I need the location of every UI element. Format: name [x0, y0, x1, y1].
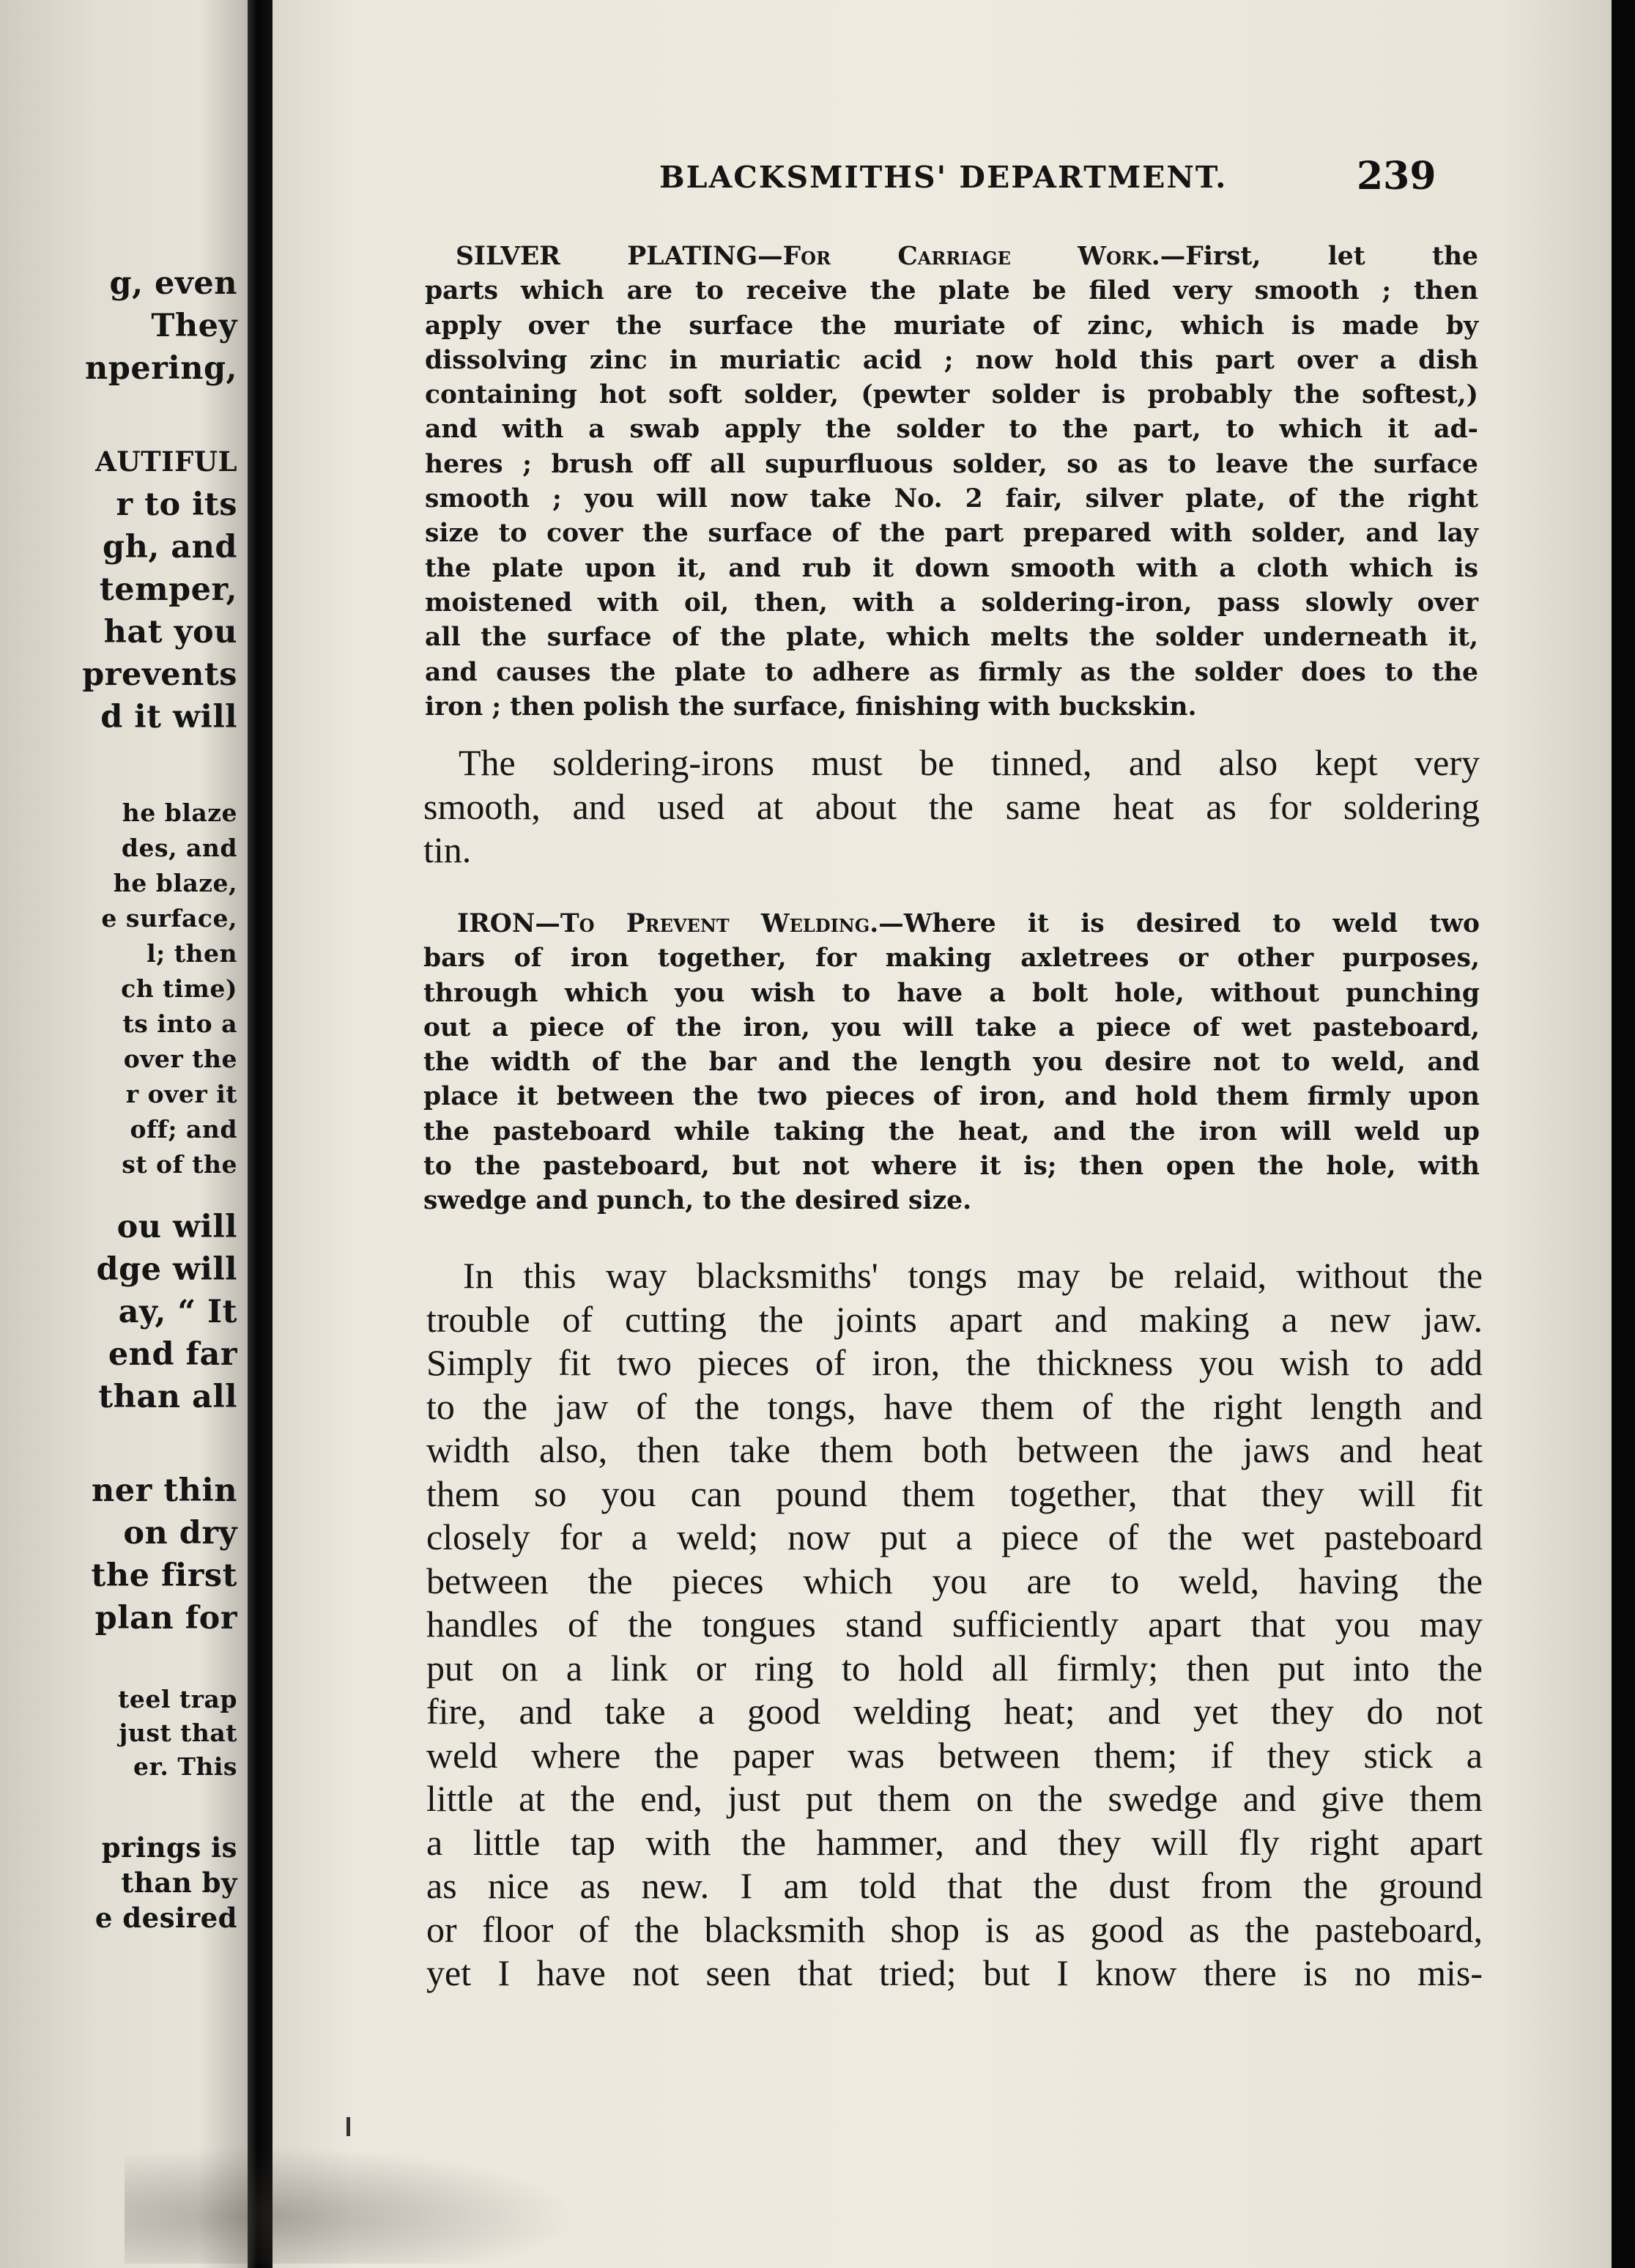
- left-page-fragment: temper,: [99, 571, 237, 608]
- left-page-fragment: npering,: [85, 350, 237, 387]
- paragraph-line: closely for a weld; now put a piece of the wet pasteboard: [426, 1516, 1483, 1557]
- running-head: BLACKSMITHS' DEPARTMENT.: [659, 160, 1228, 195]
- left-page-fragment: just that: [119, 1719, 237, 1747]
- paragraph-line: apply over the surface the muriate of zinc, which is made by: [425, 311, 1478, 341]
- left-page-fragment: e desired: [94, 1902, 237, 1934]
- paragraph-line: tin.: [423, 829, 472, 870]
- left-page-edge: [0, 0, 248, 2268]
- paragraph-line: parts which are to receive the plate be filed very smooth ; then: [425, 276, 1478, 306]
- paragraph-line: through which you wish to have a bolt hole, without punching: [423, 978, 1480, 1008]
- paragraph-line: and with a swab apply the solder to the part, to which it ad-: [425, 415, 1478, 445]
- paragraph-line: to the pasteboard, but not where it is; then open the hole, with: [423, 1152, 1480, 1182]
- left-page-fragment: prevents: [82, 656, 237, 693]
- paragraph-line: The soldering-irons must be tinned, and also kept very: [459, 742, 1480, 783]
- paragraph-line: a little tap with the hammer, and they will fly right apart: [426, 1821, 1483, 1863]
- paragraph-line: yet I have not seen that tried; but I know there is no mis-: [426, 1952, 1483, 1993]
- left-page-fragment: end far: [108, 1336, 237, 1373]
- scan-right-edge: [1612, 0, 1635, 2268]
- paragraph-line: out a piece of the iron, you will take a piece of wet pasteboard,: [423, 1012, 1480, 1042]
- paragraph-tongs: [426, 1254, 1483, 1995]
- left-page-fragment: ou will: [116, 1209, 237, 1245]
- paragraph-silver-plating: [425, 240, 1478, 724]
- paragraph-line: SILVER PLATING—For Carriage Work.—First, let the: [456, 242, 1478, 271]
- paragraph-line: place it between the two pieces of iron, and hold them firmly upon: [423, 1082, 1480, 1112]
- left-page-fragment: over the: [123, 1045, 237, 1073]
- paragraph-line: between the pieces which you are to weld, having the: [426, 1560, 1483, 1601]
- left-page-fragment: ts into a: [122, 1009, 237, 1038]
- left-page-fragment: the first: [91, 1557, 237, 1594]
- line-text: —Where it is desired to weld two: [878, 909, 1480, 938]
- left-page-fragment: ner thin: [92, 1472, 237, 1509]
- left-page-fragment: st of the: [122, 1150, 237, 1179]
- paragraph-line: the width of the bar and the length you desire not to weld, and: [423, 1048, 1480, 1078]
- left-page-fragment: r over it: [125, 1080, 237, 1108]
- section-subheading: For Carriage Work.: [782, 242, 1160, 271]
- left-page-fragment: r to its: [116, 486, 237, 523]
- paragraph-line: bars of iron together, for making axletrees or other purposes,: [423, 944, 1480, 974]
- left-page-fragment: on dry: [123, 1515, 237, 1552]
- main-page: [272, 0, 1612, 2268]
- paragraph-line: In this way blacksmiths' tongs may be relaid, without the: [463, 1255, 1483, 1296]
- scan-smudge: [125, 2146, 579, 2264]
- paragraph-line: handles of the tongues stand sufficiently apart that you may: [426, 1604, 1483, 1645]
- paragraph-soldering-irons: [423, 741, 1480, 872]
- left-page-fragment: he blaze: [122, 798, 237, 827]
- paragraph-line: size to cover the surface of the part prepared with solder, and lay: [425, 519, 1478, 549]
- paragraph-line: width also, then take them both between the jaws and heat: [426, 1429, 1483, 1470]
- paragraph-line: iron ; then polish the surface, finishing with buckskin.: [425, 692, 1197, 722]
- paragraph-line: IRON—To Prevent Welding.—Where it is desired to weld two: [457, 909, 1480, 938]
- left-page-fragment: teel trap: [118, 1685, 237, 1713]
- page-number: 239: [1357, 154, 1436, 199]
- left-page-fragment: hat you: [103, 614, 237, 651]
- left-page-fragment: They: [151, 308, 237, 344]
- left-page-fragment: d it will: [100, 699, 237, 735]
- paragraph-line: swedge and punch, to the desired size.: [423, 1186, 972, 1216]
- page-header: [272, 154, 1612, 204]
- paragraph-line: the plate upon it, and rub it down smooth with a cloth which is: [425, 553, 1478, 583]
- paragraph-line: as nice as new. I am told that the dust from the ground: [426, 1865, 1483, 1906]
- left-page-fragment: ch time): [121, 974, 237, 1003]
- paragraph-line: them so you can pound them together, that they will fit: [426, 1472, 1483, 1514]
- paragraph-line: Simply fit two pieces of iron, the thickness you wish to add: [426, 1342, 1483, 1383]
- left-page-fragment: des, and: [121, 834, 237, 862]
- paragraph-line: smooth ; you will now take No. 2 fair, silver plate, of the right: [425, 484, 1478, 514]
- left-page-fragment: er. This: [133, 1752, 237, 1781]
- stray-ink-mark: [346, 2117, 350, 2136]
- left-page-fragment: ay, “ It: [118, 1294, 237, 1330]
- left-page-fragment: he blaze,: [113, 869, 237, 897]
- book-gutter: [248, 0, 272, 2268]
- paragraph-line: or floor of the blacksmith shop is as good as the pasteboard,: [426, 1908, 1483, 1950]
- left-page-fragment: than all: [98, 1379, 237, 1415]
- paragraph-line: dissolving zinc in muriatic acid ; now hold this part over a dish: [425, 345, 1478, 375]
- paragraph-line: heres ; brush off all supurfluous solder, so as to leave the surface: [425, 449, 1478, 479]
- left-page-fragment: plan for: [94, 1600, 237, 1637]
- paragraph-line: containing hot soft solder, (pewter solder is probably the softest,): [425, 380, 1478, 410]
- left-page-fragment: dge will: [96, 1251, 237, 1288]
- paragraph-line: little at the end, just put them on the swedge and give them: [426, 1778, 1483, 1819]
- left-page-fragment: AUTIFUL: [95, 445, 237, 478]
- left-page-fragment: than by: [121, 1867, 237, 1899]
- paragraph-line: to the jaw of the tongs, have them of the right length and: [426, 1385, 1483, 1427]
- paragraph-line: all the surface of the plate, which melts the solder underneath it,: [425, 623, 1478, 653]
- paragraph-line: smooth, and used at about the same heat as for soldering: [423, 785, 1480, 827]
- section-subheading: To Prevent Welding.: [560, 909, 879, 938]
- paragraph-line: and causes the plate to adhere as firmly as the solder does to the: [425, 657, 1478, 687]
- left-page-fragment: prings is: [101, 1831, 237, 1864]
- paragraph-line: fire, and take a good welding heat; and yet they do not: [426, 1691, 1483, 1732]
- left-page-fragment: l; then: [147, 939, 237, 968]
- left-page-fragment: e surface,: [101, 904, 237, 933]
- paragraph-line: trouble of cutting the joints apart and making a new jaw.: [426, 1298, 1483, 1340]
- line-text: —First, let the: [1160, 242, 1478, 271]
- section-heading: IRON: [457, 909, 535, 938]
- paragraph-iron-welding: [423, 907, 1480, 1219]
- left-page-fragment: off; and: [130, 1115, 237, 1144]
- paragraph-line: put on a link or ring to hold all firmly; then put into the: [426, 1647, 1483, 1689]
- paragraph-line: moistened with oil, then, with a soldering-iron, pass slowly over: [425, 588, 1478, 618]
- left-page-fragment: gh, and: [103, 529, 237, 566]
- paragraph-line: the pasteboard while taking the heat, and the iron will weld up: [423, 1116, 1480, 1146]
- paragraph-line: weld where the paper was between them; if they stick a: [426, 1734, 1483, 1776]
- section-heading: SILVER PLATING: [456, 242, 758, 271]
- left-page-fragment: g, even: [109, 265, 237, 302]
